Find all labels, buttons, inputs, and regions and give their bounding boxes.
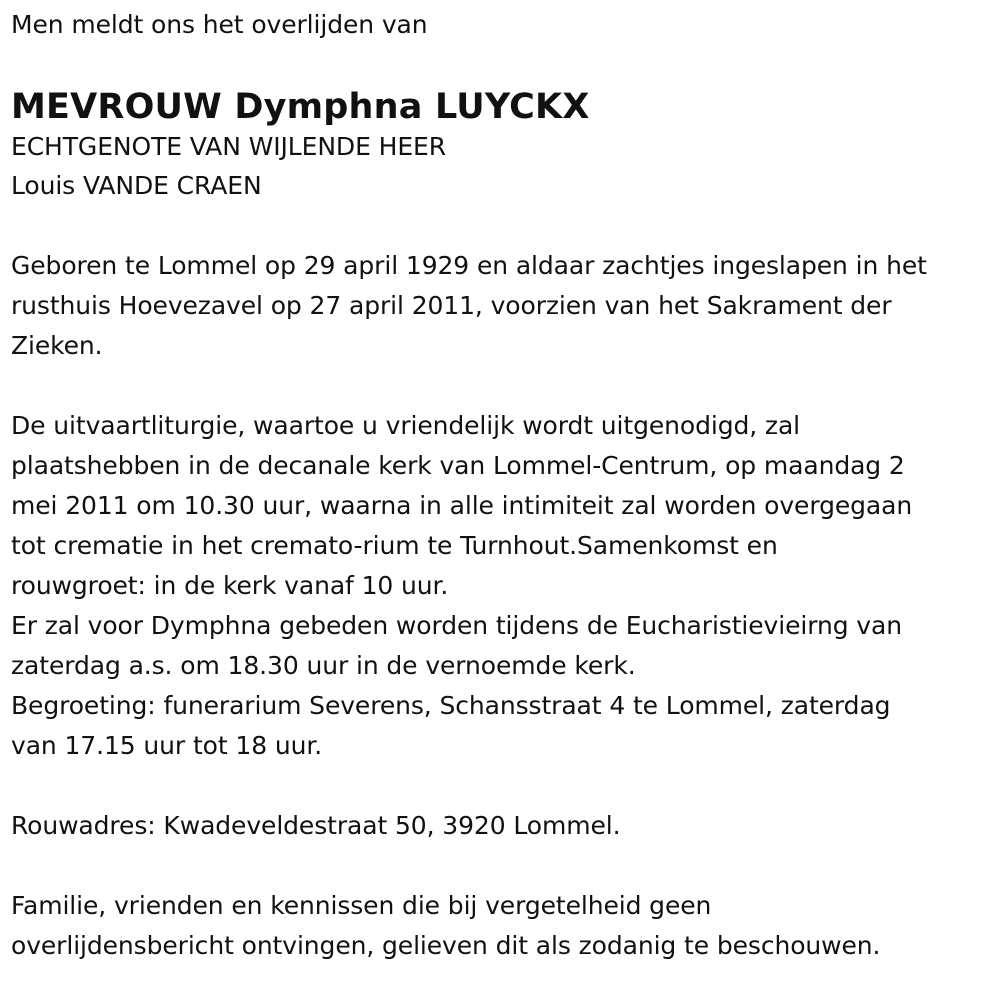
birth-paragraph bbox=[11, 246, 991, 366]
paragraph-gap bbox=[11, 846, 991, 886]
paragraph-gap bbox=[11, 766, 991, 806]
birth-line: Geboren te Lommel op 29 april 1929 en aldaar zachtjes ingeslapen in het bbox=[11, 251, 927, 280]
funeral-line: tot crematie in het cremato-rium te Turnhout.Samenkomst en bbox=[11, 531, 778, 560]
funeral-line: zaterdag a.s. om 18.30 uur in de vernoemde kerk. bbox=[11, 651, 636, 680]
birth-line: Zieken. bbox=[11, 331, 103, 360]
funeral-line: plaatshebben in de decanale kerk van Lommel-Centrum, op maandag 2 bbox=[11, 451, 905, 480]
funeral-line: De uitvaartliturgie, waartoe u vriendelijk wordt uitgenodigd, zal bbox=[11, 411, 801, 440]
closing-paragraph bbox=[11, 886, 991, 966]
deceased-name: MEVROUW Dymphna LUYCKX bbox=[11, 87, 590, 127]
funeral-line: van 17.15 uur tot 18 uur. bbox=[11, 731, 323, 760]
paragraph-gap bbox=[11, 206, 991, 246]
closing-line: overlijdensbericht ontvingen, gelieven dit als zodanig te beschouwen. bbox=[11, 931, 881, 960]
intro-text: Men meldt ons het overlijden van bbox=[11, 10, 428, 39]
funeral-paragraph bbox=[11, 406, 991, 766]
mourning-address: Rouwadres: Kwadeveldestraat 50, 3920 Lommel. bbox=[11, 811, 621, 840]
funeral-line: rouwgroet: in de kerk vanaf 10 uur. bbox=[11, 571, 449, 600]
closing-line: Familie, vrienden en kennissen die bij vergetelheid geen bbox=[11, 891, 712, 920]
funeral-line: mei 2011 om 10.30 uur, waarna in alle intimiteit zal worden overgegaan bbox=[11, 491, 913, 520]
funeral-line: Er zal voor Dymphna gebeden worden tijdens de Eucharistievieirng van bbox=[11, 611, 902, 640]
paragraph-gap bbox=[11, 366, 991, 406]
obituary-notice bbox=[11, 0, 991, 966]
relation-text: ECHTGENOTE VAN WIJLENDE HEER bbox=[11, 132, 446, 161]
birth-line: rusthuis Hoevezavel op 27 april 2011, voorzien van het Sakrament der bbox=[11, 291, 892, 320]
spouse-name: Louis VANDE CRAEN bbox=[11, 171, 262, 200]
funeral-line: Begroeting: funerarium Severens, Schansstraat 4 te Lommel, zaterdag bbox=[11, 691, 891, 720]
